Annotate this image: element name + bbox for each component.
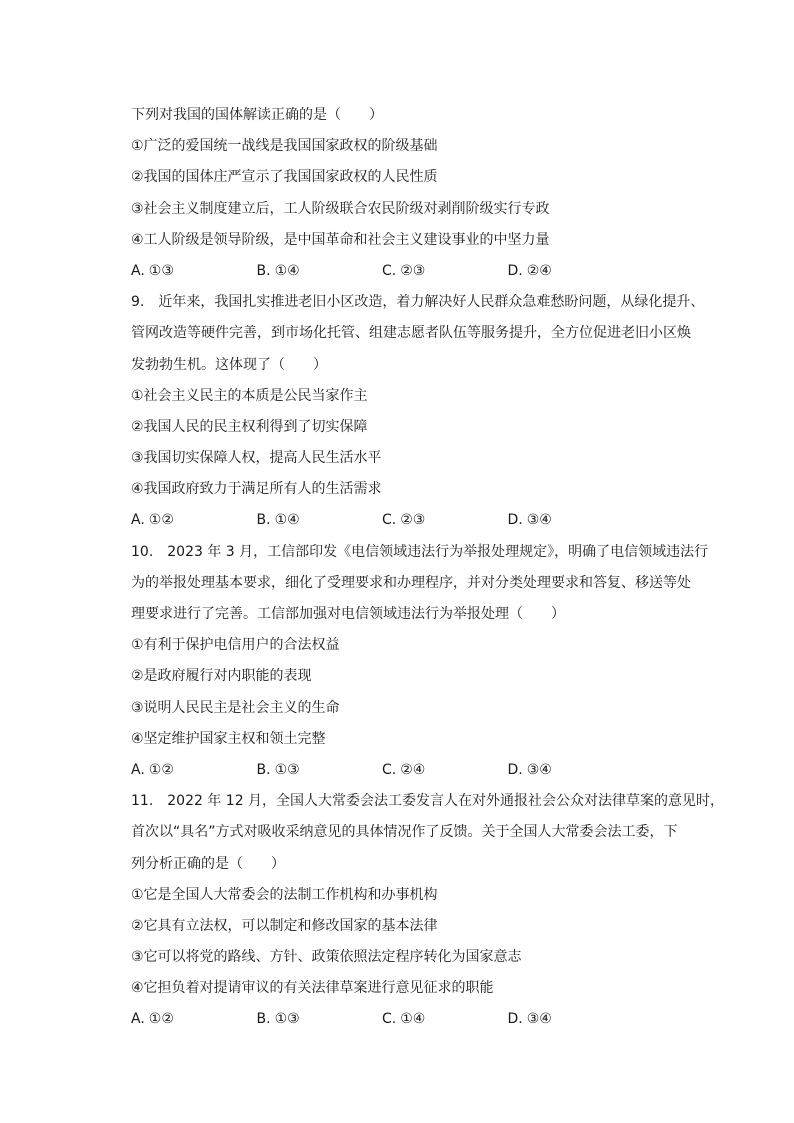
question-9	[131, 287, 705, 537]
choice-a[interactable]	[131, 755, 257, 786]
choice-text: ①②	[148, 761, 174, 778]
choice-letter: B.	[256, 262, 271, 279]
choice-d[interactable]	[508, 755, 634, 786]
choice-letter: D.	[507, 512, 523, 529]
answer-choices	[131, 755, 701, 786]
statement-2: ②是政府履行对内职能的表现	[131, 668, 312, 685]
choice-d[interactable]	[508, 1004, 634, 1035]
question-list	[131, 100, 725, 1036]
question-stem-line: 管网改造等硬件完善，到市场化托管、组建志愿者队伍等服务提升，全方位促进老旧小区焕	[131, 325, 691, 342]
choice-text: ③④	[526, 761, 552, 778]
choice-a[interactable]	[131, 1004, 257, 1035]
choice-letter: A.	[131, 512, 145, 529]
answer-choices	[131, 256, 701, 287]
question-stem-line: 发勃勃生机。这体现了（ ）	[131, 356, 327, 373]
choice-letter: C.	[382, 761, 397, 778]
choice-d[interactable]	[508, 256, 634, 287]
choice-b[interactable]	[257, 1004, 383, 1035]
choice-text: ②④	[400, 761, 426, 778]
statement-2: ②它具有立法权，可以制定和修改国家的基本法律	[131, 917, 438, 934]
question-stem-line: 10. 2023 年 3 月，工信部印发《电信领域违法行为举报处理规定》，明确了电信领域违法行	[131, 543, 709, 560]
statement-1: ①广泛的爱国统一战线是我国国家政权的阶级基础	[131, 138, 438, 155]
question-stem-line: 理要求进行了完善。工信部加强对电信领域违法行为举报处理（ ）	[131, 606, 565, 622]
choice-text: ②③	[400, 262, 426, 279]
choice-text: ①②	[148, 1011, 174, 1028]
question-10	[131, 537, 709, 787]
question-stem-line: 下列对我国的国体解读正确的是（ ）	[131, 107, 383, 123]
choice-b[interactable]	[257, 256, 383, 287]
choice-letter: D.	[507, 262, 523, 279]
statement-3: ③它可以将党的路线、方针、政策依照法定程序转化为国家意志	[131, 949, 522, 966]
choice-text: ①④	[274, 262, 300, 279]
statement-3: ③社会主义制度建立后，工人阶级联合农民阶级对剥削阶级实行专政	[131, 200, 550, 217]
choice-text: ③④	[526, 512, 552, 529]
choice-letter: B.	[256, 761, 271, 778]
choice-a[interactable]	[131, 505, 257, 536]
statement-2: ②我国的国体庄严宣示了我国国家政权的人民性质	[131, 169, 438, 186]
question-stem-line: 首次以“具名”方式对吸收采纳意见的具体情况作了反馈。关于全国人大常委会法工委，下	[131, 824, 678, 841]
statement-2: ②我国人民的民主权利得到了切实保障	[131, 418, 368, 435]
statement-3: ③说明人民民主是社会主义的生命	[131, 699, 340, 716]
question-11	[131, 786, 725, 1036]
choice-c[interactable]	[382, 505, 508, 536]
choice-text: ①③	[274, 761, 300, 778]
statement-4: ④它担负着对提请审议的有关法律草案进行意见征求的职能	[131, 980, 494, 997]
choice-letter: D.	[507, 761, 523, 778]
statement-4: ④工人阶级是领导阶级，是中国革命和社会主义建设事业的中坚力量	[131, 231, 550, 248]
choice-letter: B.	[256, 512, 271, 529]
choice-d[interactable]	[508, 505, 634, 536]
choice-letter: A.	[131, 761, 145, 778]
choice-letter: A.	[131, 1011, 145, 1028]
question-stem-line: 11. 2022 年 12 月，全国人大常委会法工委发言人在对外通报社会公众对法律草案的意见时，	[131, 793, 725, 810]
answer-choices	[131, 1004, 701, 1035]
choice-letter: C.	[382, 512, 397, 529]
choice-text: ①④	[274, 512, 300, 529]
choice-c[interactable]	[382, 256, 508, 287]
choice-text: ②③	[400, 512, 426, 529]
statement-1: ①它是全国人大常委会的法制工作机构和办事机构	[131, 886, 438, 903]
choice-text: ①④	[400, 1011, 426, 1028]
statement-3: ③我国切实保障人权，提高人民生活水平	[131, 450, 382, 467]
statement-1: ①有利于保护电信用户的合法权益	[131, 637, 340, 654]
choice-text: ①③	[148, 262, 174, 279]
question-stem-line: 列分析正确的是（ ）	[131, 855, 285, 872]
answer-choices	[131, 505, 701, 536]
choice-b[interactable]	[257, 755, 383, 786]
choice-c[interactable]	[382, 755, 508, 786]
question-8	[131, 100, 701, 287]
question-stem-line: 为的举报处理基本要求，细化了受理要求和办理程序，并对分类处理要求和答复、移送等处	[131, 574, 691, 591]
choice-text: ③④	[526, 1011, 552, 1028]
question-stem-line: 9. 近年来，我国扎实推进老旧小区改造，着力解决好人民群众急难愁盼问题，从绿化提升、	[131, 294, 705, 311]
statement-4: ④我国政府致力于满足所有人的生活需求	[131, 481, 382, 498]
statement-1: ①社会主义民主的本质是公民当家作主	[131, 387, 368, 404]
choice-letter: C.	[382, 262, 397, 279]
choice-text: ①③	[274, 1011, 300, 1028]
choice-b[interactable]	[257, 505, 383, 536]
choice-a[interactable]	[131, 256, 257, 287]
choice-text: ①②	[148, 512, 174, 529]
choice-letter: B.	[256, 1011, 271, 1028]
choice-text: ②④	[526, 262, 552, 279]
choice-c[interactable]	[382, 1004, 508, 1035]
statement-4: ④坚定维护国家主权和领土完整	[131, 730, 326, 747]
choice-letter: D.	[507, 1011, 523, 1028]
choice-letter: A.	[131, 262, 145, 279]
choice-letter: C.	[382, 1011, 397, 1028]
